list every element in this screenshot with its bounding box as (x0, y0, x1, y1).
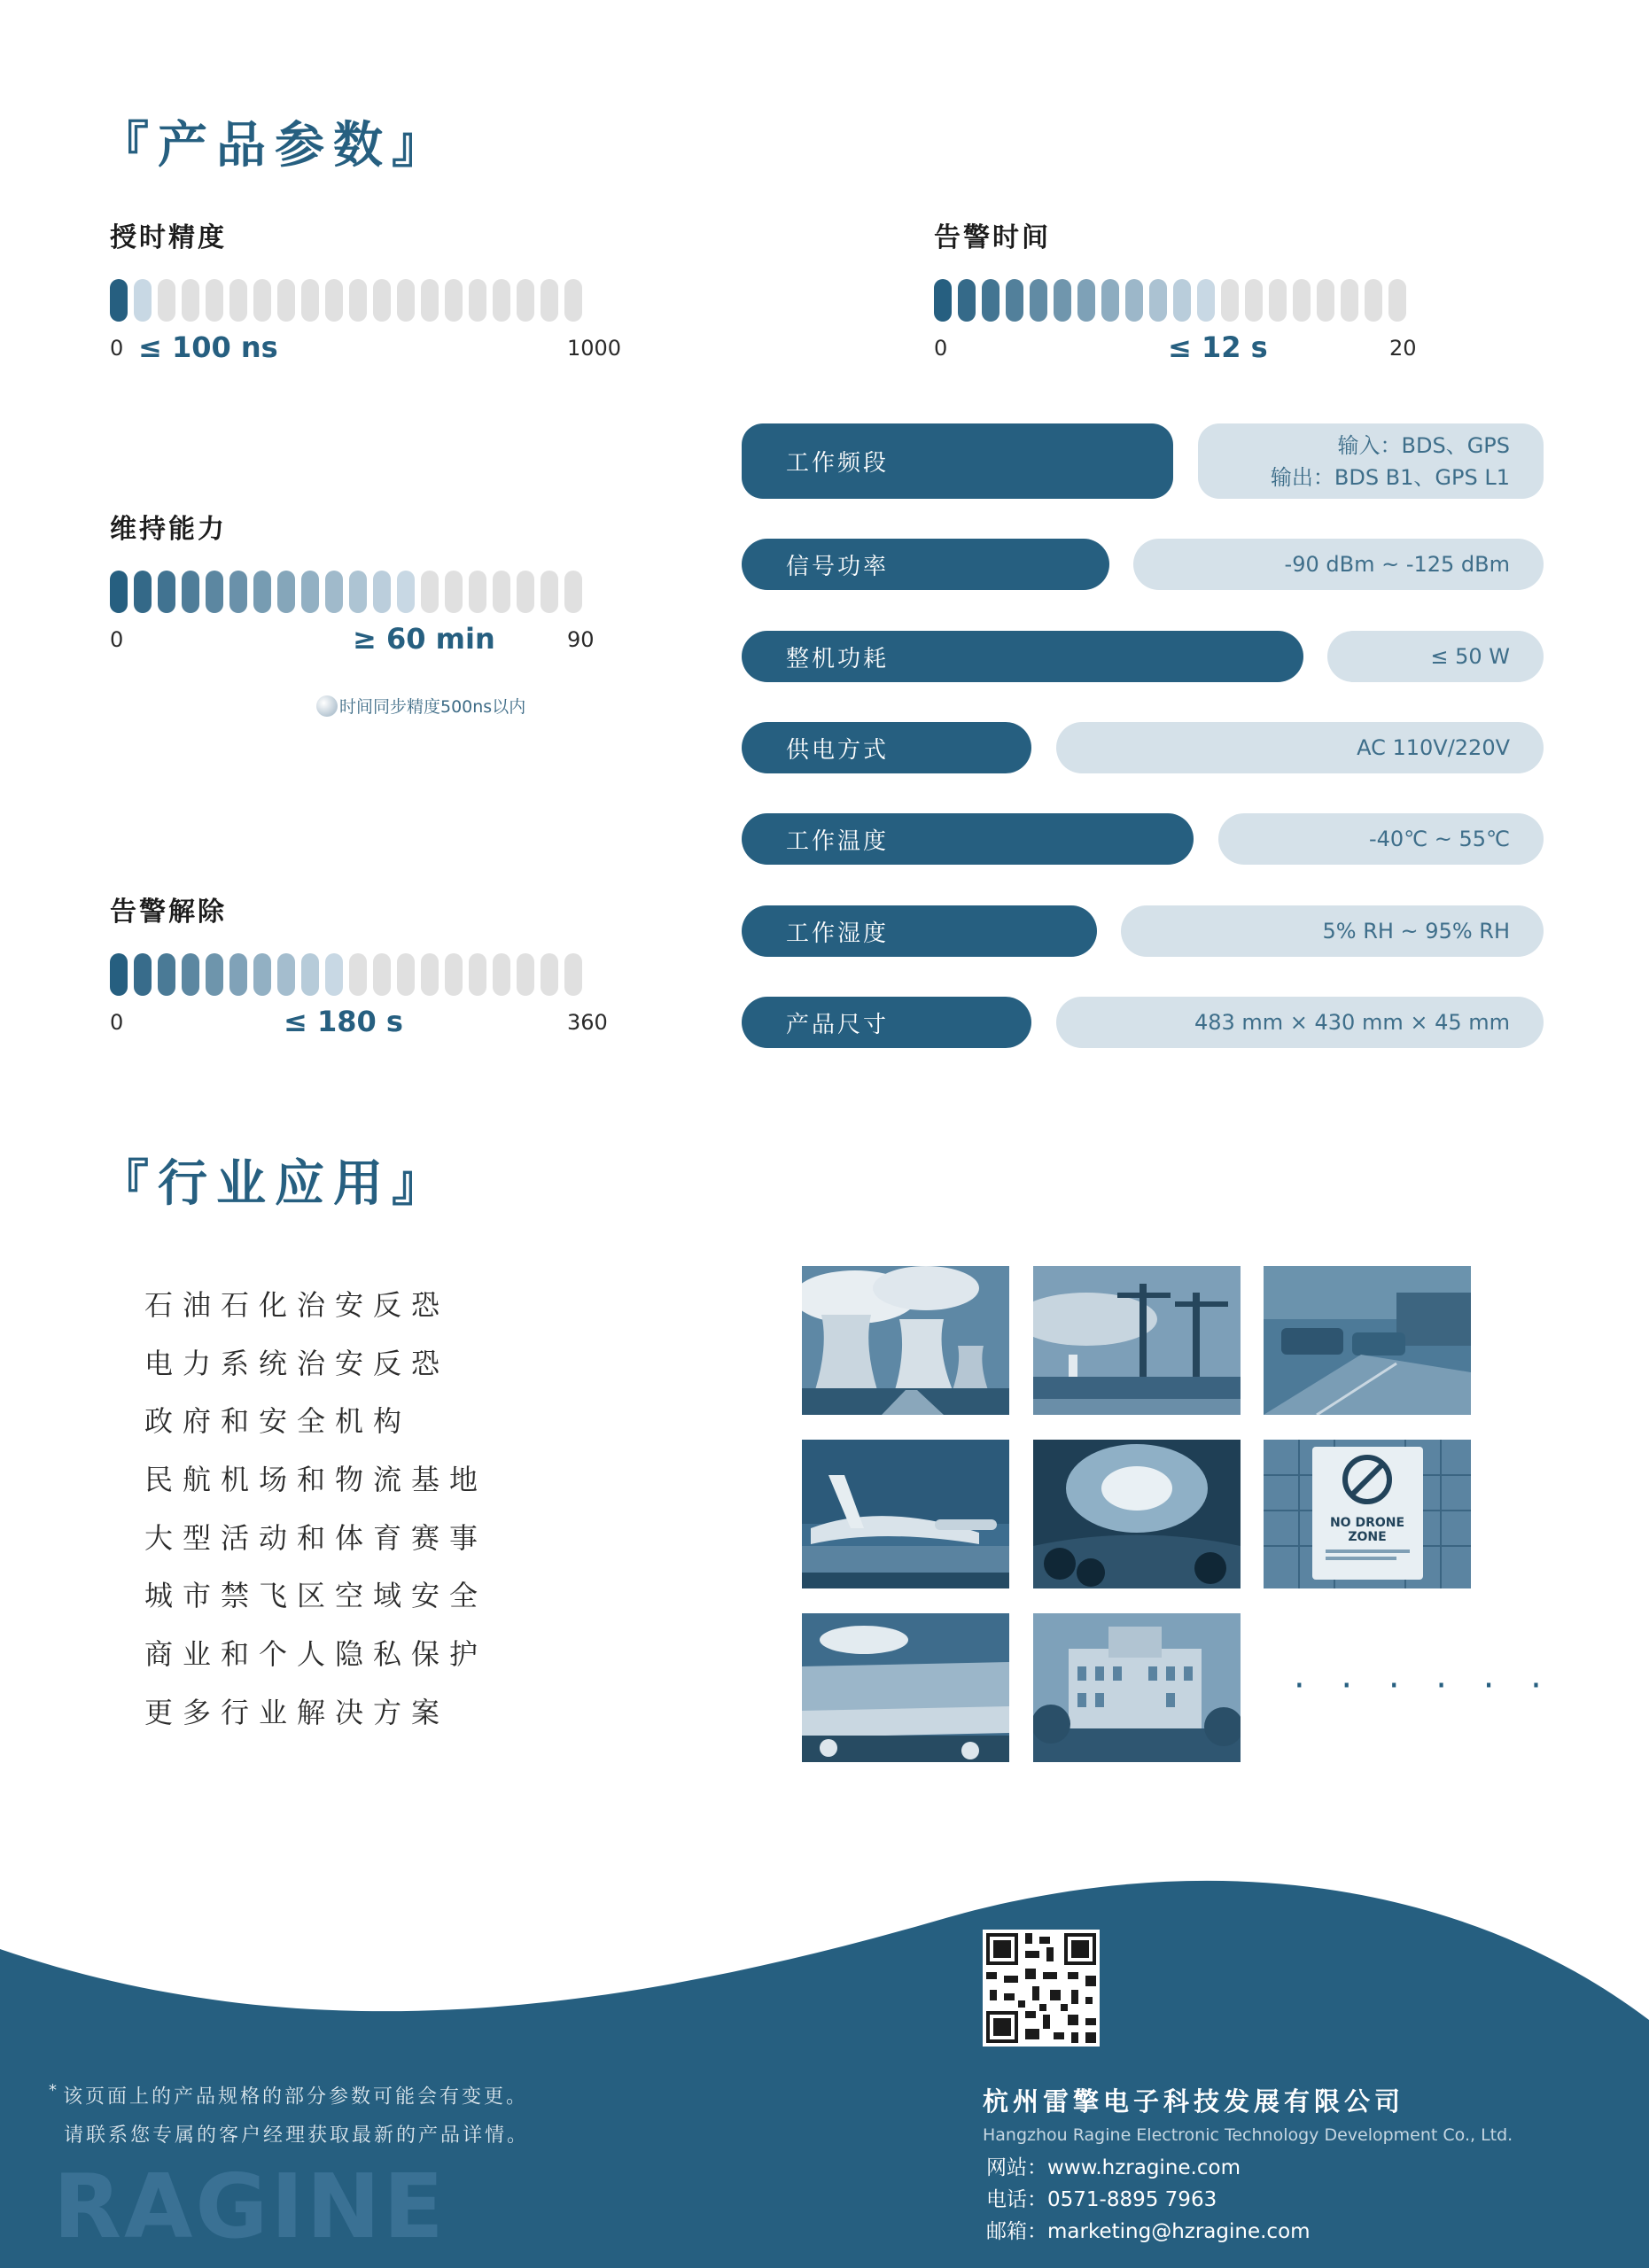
level-segment (182, 279, 199, 322)
level-segment (1388, 279, 1406, 322)
level-segment (158, 279, 175, 322)
level-segment (134, 953, 152, 996)
level-segment (229, 279, 247, 322)
level-segment (134, 571, 152, 613)
brand-watermark: RAGINE (53, 2155, 447, 2258)
bullet-dot-icon (316, 695, 338, 717)
level-bars (934, 279, 1430, 322)
level-segment (206, 571, 223, 613)
company-info (983, 2082, 1513, 2248)
level-segment (1030, 279, 1047, 322)
level-segment (301, 953, 319, 996)
level-segment (277, 279, 295, 322)
level-bars (110, 953, 606, 996)
metric-value: ≤ 180 s (284, 1005, 403, 1038)
axis-min: 0 (110, 627, 124, 652)
level-segment (373, 953, 391, 996)
level-segment (1221, 279, 1239, 322)
axis-max: 20 (1389, 336, 1417, 361)
photo-no-drone-sign (1264, 1440, 1471, 1588)
metric-alarm-clear (110, 889, 606, 1040)
metric-label: 维持能力 (110, 514, 227, 545)
level-segment (493, 571, 510, 613)
metric-label: 告警时间 (934, 222, 1051, 253)
level-segment (445, 279, 463, 322)
section-title-params: 『产品参数』 (99, 117, 450, 175)
spec-value: ≤ 50 W (1327, 631, 1544, 682)
spec-value: 5% RH ~ 95% RH (1121, 905, 1544, 957)
metric-value: ≤ 12 s (1168, 330, 1268, 364)
spec-label: 产品尺寸 (742, 997, 1031, 1048)
spec-label: 工作温度 (742, 813, 1194, 865)
sign-text: NO DRONE (1329, 1516, 1405, 1530)
industry-list (144, 1283, 487, 1749)
metric-label: 告警解除 (110, 897, 227, 928)
level-segment (564, 953, 582, 996)
level-segment (206, 953, 223, 996)
level-segment (1245, 279, 1263, 322)
metric-value: ≥ 60 min (353, 622, 495, 656)
level-segment (253, 571, 271, 613)
level-segment (541, 571, 558, 613)
level-segment (1149, 279, 1167, 322)
level-segment (206, 279, 223, 322)
disclaimer: * 该页面上的产品规格的部分参数可能会有变更。 请联系您专属的客户经理获取最新的产品详情。 (49, 2081, 530, 2148)
level-segment (1317, 279, 1334, 322)
list-item: 政府和安全机构 (144, 1404, 412, 1439)
level-segment (349, 571, 367, 613)
level-segment (517, 279, 534, 322)
level-segment (397, 571, 415, 613)
level-segment (373, 279, 391, 322)
spec-label: 供电方式 (742, 722, 1031, 773)
photo-airport (802, 1440, 1009, 1588)
level-segment (1341, 279, 1358, 322)
company-name: 杭州雷擎电子科技发展有限公司 (983, 2086, 1405, 2117)
level-segment (277, 953, 295, 996)
level-segment (325, 279, 343, 322)
level-segment (958, 279, 976, 322)
photo-military-vehicles (1264, 1266, 1471, 1415)
email-link[interactable]: 邮箱：marketing@hzragine.com (986, 2220, 1311, 2243)
level-segment (1173, 279, 1191, 322)
level-segment (349, 279, 367, 322)
more-ellipsis: · · · · · · (1294, 1666, 1554, 1706)
spec-label: 工作频段 (742, 423, 1173, 499)
spec-value: -90 dBm ~ -125 dBm (1133, 539, 1544, 590)
level-segment (397, 953, 415, 996)
level-segment (253, 279, 271, 322)
axis-min: 0 (934, 336, 948, 361)
axis-min: 0 (110, 336, 124, 361)
website-link[interactable]: 网站：www.hzragine.com (986, 2156, 1241, 2179)
qr-code-icon (983, 1930, 1100, 2047)
phone-number: 电话：0571-8895 7963 (986, 2188, 1217, 2211)
level-segment (110, 279, 128, 322)
level-segment (421, 279, 439, 322)
level-segment (421, 571, 439, 613)
level-segment (1293, 279, 1311, 322)
level-segment (517, 571, 534, 613)
axis-max: 360 (567, 1010, 608, 1035)
level-segment (110, 953, 128, 996)
photo-government-building (1033, 1613, 1241, 1762)
list-item: 更多行业解决方案 (144, 1695, 450, 1729)
level-segment (469, 279, 486, 322)
level-segment (982, 279, 1000, 322)
metric-label: 授时精度 (110, 222, 227, 253)
photo-port-cranes (1033, 1266, 1241, 1415)
level-segment (564, 279, 582, 322)
level-segment (445, 571, 463, 613)
level-segment (1006, 279, 1023, 322)
level-segment (325, 953, 343, 996)
spec-value: 输入：BDS、GPS 输出：BDS B1、GPS L1 (1198, 423, 1544, 499)
level-segment (1077, 279, 1095, 322)
photo-stadium (802, 1613, 1009, 1762)
spec-label: 信号功率 (742, 539, 1109, 590)
level-segment (493, 953, 510, 996)
photo-power-plant (802, 1266, 1009, 1415)
section-title-industry: 『行业应用』 (99, 1155, 450, 1213)
level-segment (1197, 279, 1215, 322)
photo-concert-crowd (1033, 1440, 1241, 1588)
level-segment (158, 571, 175, 613)
metric-holdover (110, 507, 606, 657)
level-bars (110, 571, 606, 613)
level-segment (1054, 279, 1071, 322)
metric-alarm-time (934, 215, 1430, 366)
level-segment (541, 953, 558, 996)
level-segment (229, 953, 247, 996)
list-item: 城市禁飞区空域安全 (144, 1579, 488, 1613)
level-segment (110, 571, 128, 613)
level-segment (517, 953, 534, 996)
sign-text: ZONE (1348, 1530, 1387, 1544)
level-segment (1269, 279, 1287, 322)
list-item: 民航机场和物流基地 (144, 1463, 488, 1497)
level-segment (445, 953, 463, 996)
level-segment (397, 279, 415, 322)
spec-value: AC 110V/220V (1056, 722, 1544, 773)
level-segment (421, 953, 439, 996)
level-segment (253, 953, 271, 996)
list-item: 大型活动和体育赛事 (144, 1520, 488, 1555)
level-segment (493, 279, 510, 322)
axis-max: 1000 (567, 336, 622, 361)
list-item: 商业和个人隐私保护 (144, 1637, 488, 1672)
sync-note: 时间同步精度500ns以内 (316, 694, 525, 718)
list-item: 电力系统治安反恐 (144, 1346, 450, 1380)
level-segment (277, 571, 295, 613)
axis-max: 90 (567, 627, 595, 652)
level-segment (1365, 279, 1382, 322)
list-item: 石油石化治安反恐 (144, 1288, 450, 1322)
spec-value: 483 mm × 430 mm × 45 mm (1056, 997, 1544, 1048)
level-segment (182, 953, 199, 996)
metric-timing-accuracy (110, 215, 622, 366)
level-segment (182, 571, 199, 613)
level-segment (1125, 279, 1143, 322)
axis-min: 0 (110, 1010, 124, 1035)
spec-label: 整机功耗 (742, 631, 1303, 682)
level-segment (564, 571, 582, 613)
level-segment (301, 279, 319, 322)
level-segment (469, 953, 486, 996)
level-segment (301, 571, 319, 613)
level-segment (1101, 279, 1119, 322)
level-segment (134, 279, 152, 322)
metric-value: ≤ 100 ns (138, 330, 278, 364)
level-segment (373, 571, 391, 613)
level-segment (325, 571, 343, 613)
level-segment (158, 953, 175, 996)
level-segment (469, 571, 486, 613)
level-segment (229, 571, 247, 613)
spec-value: -40℃ ~ 55℃ (1218, 813, 1544, 865)
level-bars (110, 279, 606, 322)
level-segment (541, 279, 558, 322)
spec-label: 工作湿度 (742, 905, 1097, 957)
level-segment (349, 953, 367, 996)
company-name-en: Hangzhou Ragine Electronic Technology Development Co., Ltd. (983, 2125, 1513, 2145)
level-segment (934, 279, 952, 322)
